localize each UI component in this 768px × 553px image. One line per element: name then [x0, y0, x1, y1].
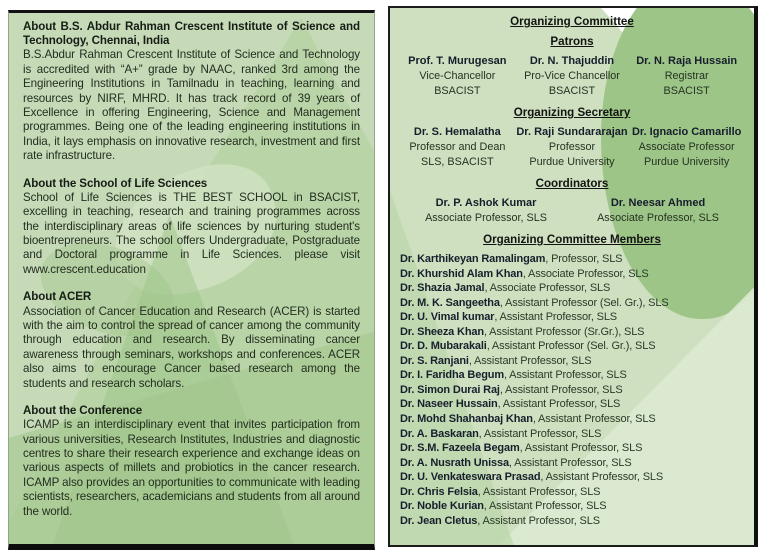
committee-panel: [388, 6, 758, 547]
member-role: , Associate Professor, SLS: [522, 267, 649, 280]
people-row: [400, 125, 744, 170]
member-role: , Professor, SLS: [545, 253, 623, 265]
member-role: , Assistant Professor, SLS: [519, 442, 643, 455]
member-role: , Assistant Professor (Sel. Gr.), SLS: [499, 296, 669, 309]
member-item: [400, 514, 744, 529]
member-name: Dr. S. Ranjani: [400, 354, 469, 367]
member-name: Dr. Mohd Shahanbaj Khan: [400, 413, 533, 426]
member-item: [400, 325, 744, 340]
member-name: Dr. A. Baskaran: [400, 427, 479, 440]
person-detail: Associate Professor: [638, 141, 735, 153]
person-detail: Purdue University: [644, 156, 730, 168]
person-detail: SLS, BSACIST: [421, 156, 494, 168]
person-card: [629, 125, 744, 170]
about-section: [23, 404, 360, 519]
member-item: [400, 281, 744, 296]
person-card: [515, 54, 630, 99]
people-row: [400, 54, 744, 99]
member-role: , Assistant Professor, SLS: [540, 471, 664, 484]
person-name: Dr. Ignacio Camarillo: [631, 126, 742, 138]
member-name: Dr. I. Faridha Begum: [400, 369, 504, 382]
section-body: Association of Cancer Education and Research (ACER) is started with the aim to control the spread of cancer among the community through education and research. By disseminating cancer awareness through seminars, workshops and conferences. ACER also aims to encourage Cancer based research among the students and research scholars.: [23, 304, 360, 390]
section-heading: About B.S. Abdur Rahman Crescent Institute of Science and Technology, Chennai, India: [23, 20, 360, 48]
committee-groups: [400, 35, 744, 226]
person-detail: Professor: [548, 141, 596, 153]
member-item: [400, 470, 744, 485]
person-name: Prof. T. Murugesan: [408, 55, 507, 67]
section-heading: About the Conference: [23, 403, 143, 417]
person-name: Dr. S. Hemalatha: [413, 126, 501, 138]
person-detail: Vice-Chancellor: [419, 70, 496, 82]
member-item: [400, 412, 744, 427]
members-heading: Organizing Committee Members: [483, 233, 661, 246]
person-detail: Pro-Vice Chancellor: [524, 70, 620, 82]
member-role: , Assistant Professor, SLS: [468, 354, 592, 367]
member-role: , Assistant Professor, SLS: [532, 413, 656, 426]
group-heading: Patrons: [550, 35, 594, 48]
member-name: Dr. M. K. Sangeetha: [400, 296, 500, 309]
person-name: Dr. Raji Sundararajan: [516, 126, 628, 138]
member-name: Dr. Naseer Hussain: [400, 398, 498, 411]
group-heading: Coordinators: [535, 177, 609, 190]
member-role: , Assistant Professor, SLS: [494, 311, 617, 324]
member-name: Dr. Noble Kurian: [400, 500, 484, 513]
person-name: Dr. Neesar Ahmed: [610, 197, 706, 209]
committee-title: Organizing Committee: [510, 15, 634, 28]
member-name: Dr. D. Mubarakali: [400, 340, 487, 353]
person-name: Dr. N. Thajuddin: [529, 55, 615, 67]
person-card: [629, 54, 744, 99]
member-role: , Assistant Professor, SLS: [497, 398, 621, 411]
member-item: [400, 296, 744, 311]
member-item: [400, 267, 744, 282]
person-name: Dr. N. Raja Hussain: [636, 55, 738, 67]
member-name: Dr. Sheeza Khan: [400, 325, 484, 338]
person-card: [400, 54, 515, 99]
member-name: Dr. Karthikeyan Ramalingam: [400, 253, 546, 265]
member-item: [400, 339, 744, 354]
member-item: [400, 397, 744, 412]
member-item: [400, 441, 744, 456]
member-role: , Assistant Professor (Sr.Gr.), SLS: [483, 325, 645, 338]
member-name: Dr. S.M. Fazeela Begam: [400, 442, 520, 455]
person-card: [515, 125, 630, 170]
section-body: B.S.Abdur Rahman Crescent Institute of Science and Technology is accredited with “A+” grade by NAAC, ranked 3rd among the Engineering Institutions in Tamilnadu in teaching, learning and resources by NIRF, MHRD. It has track record of 39 years of Excellence in offering Engineering, Science and Management programmes. Being one of the leading engineering institutions in India, it lays emphasis on innovative research, investment and first rate infrastructure.: [23, 48, 360, 163]
group-heading: Organizing Secretary: [513, 106, 631, 119]
person-card: [572, 196, 744, 226]
member-item: [400, 456, 744, 471]
person-detail: Purdue University: [529, 156, 615, 168]
person-card: [400, 196, 572, 226]
member-role: , Assistant Professor, SLS: [477, 514, 600, 527]
person-detail: Associate Professor, SLS: [425, 212, 547, 224]
member-name: Dr. U. Vimal kumar: [400, 311, 495, 324]
member-role: , Assistant Professor (Sel. Gr.), SLS: [486, 340, 656, 353]
about-section: [23, 177, 360, 278]
person-detail: BSACIST: [548, 85, 596, 97]
committee-content: [390, 8, 754, 528]
member-name: Dr. A. Nusrath Unissa: [400, 456, 509, 469]
about-panel: [8, 10, 375, 550]
section-body: ICAMP is an interdisciplinary event that invites participation from various universities, Research Institutes, Industries and diagnostic centres to share their research experience and exchange ideas on various aspects of millets and probiotics in the cancer research. ICAMP also provides an opportunities to communicate with leading scientists, researchers, academicians and students from all around the world.: [23, 418, 360, 518]
about-section: [23, 20, 360, 164]
member-role: , Assistant Professor, SLS: [499, 383, 623, 396]
person-detail: BSACIST: [663, 85, 710, 97]
section-body: School of Life Sciences is THE BEST SCHOOL in BSACIST, excelling in teaching, research and training programmes across the interdisciplinary areas of life sciences by nurturing student's bioentrepreneurs. The school offers Undergraduate, Postgraduate and Doctoral programme in Life Sciences. please visit www.crescent.education: [23, 190, 360, 276]
member-name: Dr. Shazia Jamal: [400, 282, 485, 295]
member-item: [400, 485, 744, 500]
member-name: Dr. Chris Felsia: [400, 485, 478, 498]
member-role: , Associate Professor, SLS: [484, 282, 611, 295]
about-section: [23, 290, 360, 391]
people-row: [400, 196, 744, 226]
member-name: Dr. Simon Durai Raj: [400, 383, 500, 396]
person-detail: Associate Professor, SLS: [597, 212, 719, 224]
person-detail: Professor and Dean: [409, 141, 506, 153]
member-item: [400, 354, 744, 369]
member-role: , Assistant Professor, SLS: [483, 500, 607, 513]
member-item: [400, 499, 744, 514]
member-item: [400, 252, 744, 267]
person-detail: BSACIST: [434, 85, 481, 97]
member-item: [400, 427, 744, 442]
about-sections: [9, 13, 374, 519]
member-role: , Assistant Professor, SLS: [478, 427, 602, 440]
section-heading: About the School of Life Sciences: [23, 176, 208, 190]
member-item: [400, 310, 744, 325]
member-role: , Assistant Professor, SLS: [477, 485, 601, 498]
member-name: Dr. Khurshid Alam Khan: [400, 267, 523, 280]
member-role: , Assistant Professor, SLS: [503, 369, 627, 382]
person-card: [400, 125, 515, 170]
member-item: [400, 368, 744, 383]
person-detail: Registrar: [664, 70, 709, 82]
section-heading: About ACER: [23, 290, 92, 304]
member-item: [400, 383, 744, 398]
member-name: Dr. U. Venkateswara Prasad: [400, 471, 541, 484]
member-role: , Assistant Professor, SLS: [508, 456, 632, 469]
member-name: Dr. Jean Cletus: [400, 514, 478, 527]
members-list: [400, 252, 744, 528]
person-name: Dr. P. Ashok Kumar: [435, 197, 537, 209]
